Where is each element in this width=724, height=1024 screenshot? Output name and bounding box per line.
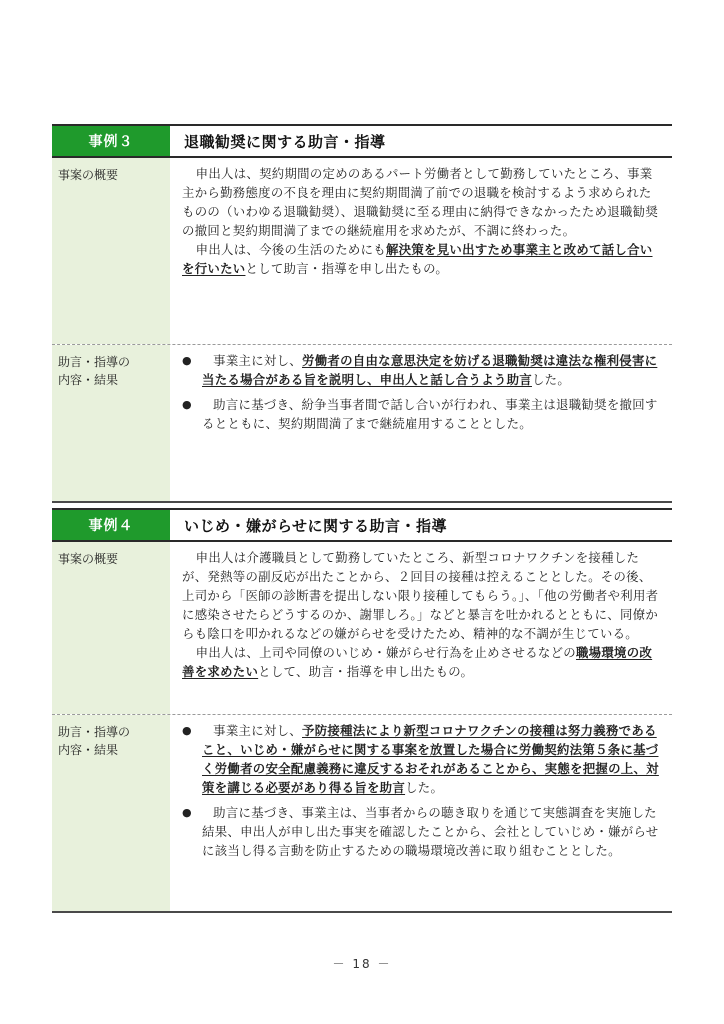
page-number: － 18 － [332,957,392,971]
text-span: 事業主に対し、 [213,723,302,738]
text-span: 申出人は、上司や同僚のいじめ・嫌がらせ行為を止めさせるなどの [195,645,576,660]
emphasis: 予防接種法により新型コロナワクチンの接種は努力義務であること、いじめ・嫌がらせに関する事案を放置した場合に労働契約法第５条に基づく労働者の安全配慮義務に違反するおそれがあることから、実態を把握の上、対策を講じる必要があり得る旨を助言 [202,723,659,795]
case-4-table [52,508,672,913]
case-3-title: 退職勧奨に関する助言・指導 [170,126,672,156]
text-span: 助言に基づき、紛争当事者間で話し合いが行われ、事業主は退職勧奨を撤回するとともに、契約期間満了まで継続雇用することとした。 [202,397,658,431]
label-line: 助言・指導の [58,355,131,369]
text-span: した。 [531,372,571,387]
bullet-text [202,395,664,433]
text-span: 申出人は、今後の生活のためにも [195,242,386,257]
label-line: 助言・指導の [58,725,131,739]
case-4-summary-p2 [182,643,664,681]
bullet-icon: ● [182,354,192,367]
emphasis: 職場環境の改善を求めたい [182,645,653,679]
case-4-title: いじめ・嫌がらせに関する助言・指導 [170,510,672,540]
text-span: として、助言・指導を申し出たもの。 [258,664,474,679]
bullet-text [202,803,664,860]
case-3-number: 事例３ [52,126,170,156]
case-3-header [52,124,672,158]
case-3-summary [170,158,672,344]
emphasis: 解決策を見い出すため事業主と改めて話し合いを行いたい [182,242,653,276]
case-3-table [52,124,672,503]
bullet-text [202,351,664,389]
case-3-summary-row [52,158,672,344]
case-3-summary-p1: 申出人は、契約期間の定めのあるパート労働者として勤務していたところ、事業主から勤務態度の不良を理由に契約期間満了前での退職を検討するよう求められたものの（いわゆる退職勧奨）、退職勧奨に至る理由に納得できなかったため退職勧奨の撤回と契約期間満了までの継続雇用を求めたが、不調に終わった。 [182,166,659,238]
bullet-icon: ● [182,398,192,411]
case-3-summary-label: 事案の概要 [52,158,170,344]
case-3-advice-row [52,344,672,501]
case-4-summary-label: 事案の概要 [52,542,170,714]
case-4-header [52,508,672,542]
case-3-advice-label [52,345,170,501]
case-4-summary-row [52,542,672,714]
text-span: として助言・指導を申し出たもの。 [245,261,449,276]
text-span: した。 [405,780,444,795]
list-item [182,803,664,860]
case-4-advice-label [52,715,170,911]
bullet-icon: ● [182,724,192,737]
case-4-number: 事例４ [52,510,170,540]
label-line: 内容・結果 [58,373,119,387]
bullet-icon: ● [182,806,192,819]
case-4-summary [170,542,672,714]
text-span: 助言に基づき、事業主は、当事者からの聴き取りを通じて実態調査を実施した結果、申出人が申し出た事実を確認したことから、会社としていじめ・嫌がらせに該当し得る言動を防止するための職場環境改善に取り組むこととした。 [202,805,659,858]
case-3-advice [170,345,672,501]
case-4-advice [170,715,672,911]
list-item [182,721,664,797]
case-4-summary-p1: 申出人は介護職員として勤務していたところ、新型コロナワクチンを接種したが、発熱等の副反応が出たことから、２回目の接種は控えることとした。その後、上司から「医師の診断書を提出しない限り接種してもらう。」、「他の労働者や利用者に感染させたらどうするのか、謝罪しろ。」などと暴言を吐かれるとともに、同僚からも陰口を叩かれるなどの嫌がらせを受けたため、精神的な不調が生じている。 [182,550,659,641]
list-item [182,351,664,389]
emphasis: 労働者の自由な意思決定を妨げる退職勧奨は違法な権利侵害に当たる場合がある旨を説明し、申出人と話し合うよう助言 [202,353,658,387]
list-item [182,395,664,433]
case-4-advice-row [52,714,672,911]
case-3-summary-p2 [182,240,664,278]
label-line: 内容・結果 [58,743,119,757]
text-span: 事業主に対し、 [213,353,302,368]
bullet-text [202,721,664,797]
